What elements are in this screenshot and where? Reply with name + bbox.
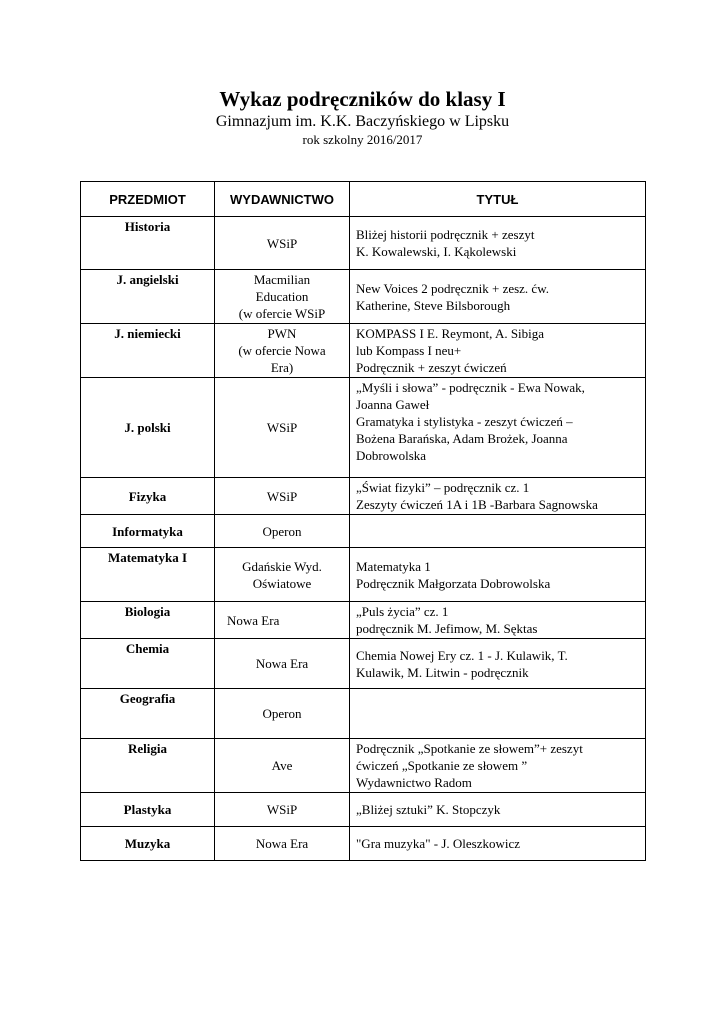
- subject-cell: Matematyka I: [81, 548, 215, 602]
- table-header-row: [81, 182, 646, 217]
- column-header-title: TYTUŁ: [350, 182, 646, 217]
- table-row: [81, 548, 646, 602]
- table-row: [81, 217, 646, 270]
- table-row: [81, 270, 646, 324]
- title-cell: [350, 689, 646, 739]
- publisher-cell: WSiP: [215, 793, 350, 827]
- title-cell: „Świat fizyki” – podręcznik cz. 1 Zeszyty ćwiczeń 1A i 1B -Barbara Sagnowska: [350, 478, 646, 515]
- subject-cell: J. niemiecki: [81, 324, 215, 378]
- table-row: [81, 378, 646, 478]
- subject-cell: Muzyka: [81, 827, 215, 861]
- table-row: [81, 602, 646, 639]
- subject-cell: Chemia: [81, 639, 215, 689]
- subject-cell: Plastyka: [81, 793, 215, 827]
- publisher-cell: WSiP: [215, 217, 350, 270]
- publisher-cell: Nowa Era: [215, 602, 350, 639]
- publisher-cell: Nowa Era: [215, 827, 350, 861]
- title-cell: "Gra muzyka" - J. Oleszkowicz: [350, 827, 646, 861]
- title-cell: KOMPASS I E. Reymont, A. Sibiga lub Kompass I neu+ Podręcznik + zeszyt ćwiczeń: [350, 324, 646, 378]
- table-row: [81, 739, 646, 793]
- subject-cell: J. polski: [81, 378, 215, 478]
- subject-cell: Biologia: [81, 602, 215, 639]
- school-year: rok szkolny 2016/2017: [302, 132, 423, 147]
- textbook-table: [80, 181, 646, 861]
- column-header-publisher: WYDAWNICTWO: [215, 182, 350, 217]
- title-cell: „Myśli i słowa” - podręcznik - Ewa Nowak, Joanna Gaweł Gramatyka i stylistyka - zeszyt ćwiczeń – Bożena Barańska, Adam Brożek, Joanna Dobrowolska: [350, 378, 646, 478]
- title-cell: „Puls życia” cz. 1 podręcznik M. Jefimow, M. Sęktas: [350, 602, 646, 639]
- table-row: [81, 478, 646, 515]
- table-row: [81, 324, 646, 378]
- document-header: [0, 86, 725, 148]
- table-row: [81, 793, 646, 827]
- subject-cell: Fizyka: [81, 478, 215, 515]
- table-row: [81, 689, 646, 739]
- title-cell: Bliżej historii podręcznik + zeszyt K. Kowalewski, I. Kąkolewski: [350, 217, 646, 270]
- column-header-subject: PRZEDMIOT: [81, 182, 215, 217]
- table-row: [81, 827, 646, 861]
- publisher-cell: WSiP: [215, 478, 350, 515]
- subject-cell: Geografia: [81, 689, 215, 739]
- title-cell: New Voices 2 podręcznik + zesz. ćw. Katherine, Steve Bilsborough: [350, 270, 646, 324]
- publisher-cell: Macmilian Education (w ofercie WSiP: [215, 270, 350, 324]
- title-cell: [350, 515, 646, 548]
- document-title: Wykaz podręczników do klasy I: [219, 87, 506, 111]
- subject-cell: Informatyka: [81, 515, 215, 548]
- subject-cell: Religia: [81, 739, 215, 793]
- subject-cell: J. angielski: [81, 270, 215, 324]
- publisher-cell: Operon: [215, 689, 350, 739]
- school-name: Gimnazjum im. K.K. Baczyńskiego w Lipsku: [215, 113, 510, 130]
- publisher-cell: Ave: [215, 739, 350, 793]
- publisher-cell: Operon: [215, 515, 350, 548]
- title-cell: Chemia Nowej Ery cz. 1 - J. Kulawik, T. Kulawik, M. Litwin - podręcznik: [350, 639, 646, 689]
- publisher-cell: Nowa Era: [215, 639, 350, 689]
- subject-cell: Historia: [81, 217, 215, 270]
- publisher-cell: WSiP: [215, 378, 350, 478]
- title-cell: Matematyka 1 Podręcznik Małgorzata Dobrowolska: [350, 548, 646, 602]
- table-row: [81, 639, 646, 689]
- title-cell: „Bliżej sztuki” K. Stopczyk: [350, 793, 646, 827]
- publisher-cell: Gdańskie Wyd. Oświatowe: [215, 548, 350, 602]
- table-row: [81, 515, 646, 548]
- publisher-cell: PWN (w ofercie Nowa Era): [215, 324, 350, 378]
- title-cell: Podręcznik „Spotkanie ze słowem”+ zeszyt ćwiczeń „Spotkanie ze słowem ” Wydawnictwo Radom: [350, 739, 646, 793]
